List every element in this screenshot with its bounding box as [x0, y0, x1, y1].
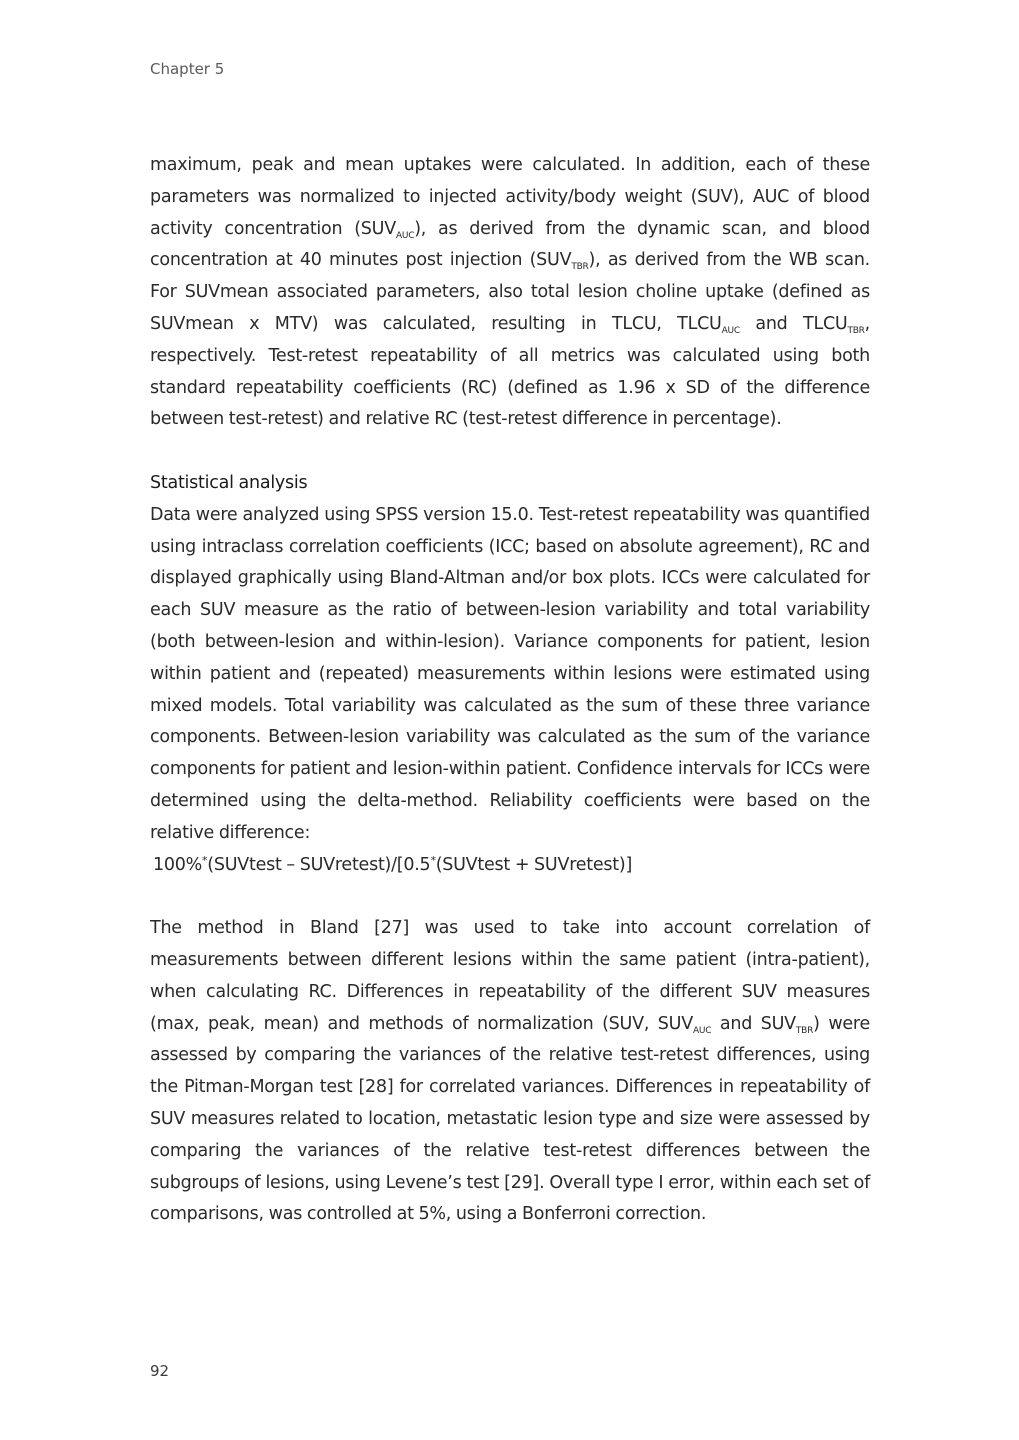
bland-method-paragraph: The method in Bland [27] was used to take into account correlation of measurements between different lesions within the same patient (intra-patient), when calculating RC. Differences in repeatability of the different SUV measures (max, peak, mean) and methods of normalization (SUV, $SUV_{AUC}$ and $SUV_{TBR}$) were assessed by comparing the variances of the relative test-retest differences, using the Pitman-Morgan test [28] for correlated variances. Differences in repeatability of SUV measures related to location, metastatic lesion type and size were assessed by comparing the variances of the relative test-retest differences between the subgroups of lesions, using Levene’s test [29]. Overall type I error, within each set of comparisons, was controlled at 5%, using a Bonferroni correction. — [150, 918, 871, 1225]
running-header: Chapter 5 — [150, 60, 225, 78]
statistics-paragraph: Data were analyzed using SPSS version 15.0. Test-retest repeatability was quantified using intraclass correlation coefficients (ICC; based on absolute agreement), RC and displayed graphically using Bland-Altman and/or box plots. ICCs were calculated for each SUV measure as the ratio of between-lesion variability and total variability (both between-lesion and within-lesion). Variance components for patient, lesion within patient and (repeated) measurements within lesions were estimated using mixed models. Total variability was calculated as the sum of these three variance components. Between-lesion variability was calculated as the sum of the variance components for patient and lesion-within patient. Confidence intervals for ICCs were determined using the delta-method. Reliability coefficients were based on the relative difference: — [150, 504, 870, 843]
page-number: 92 — [150, 1362, 170, 1380]
formula-line: 100%*(SUVtest – SUVretest)/[0.5*(SUVtest + SUVretest)] — [153, 853, 633, 875]
page-body — [150, 150, 870, 1231]
methods-paragraph: maximum, peak and mean uptakes were calculated. In addition, each of these parameters was normalized to injected activity/body weight (SUV), AUC of blood activity concentration $(SUV_{AUC})$, as derived from the dynamic scan, and blood concentration at 40 minutes post injection $(SUV_{TBR})$, as derived from the WB scan. For SUVmean associated parameters, also total lesion choline uptake (defined as SUVmean x MTV) was calculated, resulting in TLCU, $TLCU_{AUC}$ and $TLCU_{TBR}$, respectively. Test-retest repeatability of all metrics was calculated using both standard repeatability coefficients (RC) (defined as 1.96 x SD of the difference between test-retest) and relative RC (test-retest difference in percentage). — [150, 155, 870, 430]
section-heading: Statistical analysis — [150, 472, 308, 493]
